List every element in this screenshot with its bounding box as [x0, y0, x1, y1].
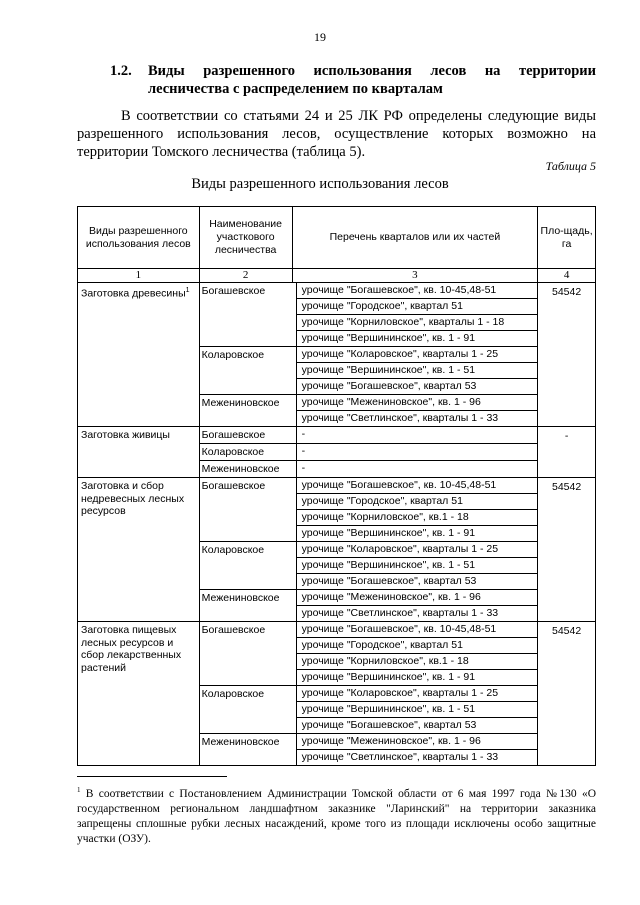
- area-cell: [538, 427, 596, 478]
- heading-line-1: [110, 62, 596, 80]
- section-number: 1.2.: [110, 63, 132, 79]
- quarter-list: [296, 542, 537, 590]
- table-body: [78, 283, 596, 766]
- quarter-item: урочище "Богашевское", квартал 53: [297, 573, 538, 589]
- quarter-list: [296, 444, 537, 461]
- area-cell: [538, 478, 596, 622]
- forestry-group: [200, 461, 538, 478]
- use-kind-label: Заготовка живицы: [81, 429, 170, 441]
- header-quarters: Перечень кварталов или их частей: [292, 207, 538, 269]
- quarter-item: урочище "Вершининское", кв. 1 - 51: [297, 362, 538, 378]
- quarter-item: урочище "Светлинское", кварталы 1 - 33: [297, 749, 538, 765]
- forestry-quarters-cell: [199, 283, 538, 427]
- quarter-list: [296, 461, 537, 478]
- heading-line-2: лесничества с распределением по кварталам: [148, 81, 443, 97]
- quarter-list: [296, 427, 537, 444]
- quarter-list: [296, 734, 537, 766]
- footnote-ref: 1: [185, 287, 190, 294]
- quarter-item: урочище "Вершининское", кв. 1 - 51: [297, 557, 538, 573]
- area-cell: [538, 283, 596, 427]
- use-kind-label: Заготовка древесины: [81, 287, 186, 300]
- quarter-list: [296, 622, 537, 686]
- table-row: [78, 622, 596, 766]
- quarter-item: урочище "Межениновское", кв. 1 - 96: [301, 591, 481, 603]
- area-value: -: [564, 430, 569, 442]
- forestry-subtable: [200, 283, 538, 426]
- intro-paragraph: В соответствии со статьями 24 и 25 ЛК РФ определены следующие виды разрешенного использования лесов, осуществление которых возможно на территории Томского лесничества (таблица 5).: [77, 108, 596, 160]
- quarter-item: урочище "Богашевское", кв. 10-45,48-51: [301, 284, 497, 296]
- use-kind-cell: [78, 622, 200, 766]
- footnote-marker: 1: [77, 786, 81, 794]
- quarter-item: урочище "Городское", квартал 51: [297, 298, 538, 314]
- forestry-group: [200, 686, 538, 734]
- area-value: 54542: [551, 481, 582, 493]
- forestry-group: [200, 590, 538, 622]
- table-row: [78, 283, 596, 427]
- quarter-item: урочище "Корниловское", кв.1 - 18: [297, 653, 538, 669]
- forestry-subtable: [200, 622, 538, 765]
- quarter-item: урочище "Светлинское", кварталы 1 - 33: [297, 410, 538, 426]
- table-row: [78, 427, 596, 478]
- quarter-item: урочище "Городское", квартал 51: [297, 637, 538, 653]
- forestry-quarters-cell: [199, 427, 538, 478]
- quarter-list: [296, 590, 537, 622]
- footnote: [77, 783, 596, 847]
- column-number: 1: [78, 269, 200, 283]
- forestry-name: Межениновское: [200, 461, 297, 478]
- forestry-subtable: [200, 427, 538, 477]
- quarter-item: урочище "Межениновское", кв. 1 - 96: [301, 396, 481, 408]
- quarter-item: урочище "Городское", квартал 51: [297, 493, 538, 509]
- page-number: 19: [314, 30, 326, 44]
- quarter-list: [296, 395, 537, 427]
- forestry-group: [200, 542, 538, 590]
- quarter-item: урочище "Корниловское", кв.1 - 18: [297, 509, 538, 525]
- column-number: 4: [538, 269, 596, 283]
- section-heading: [110, 62, 596, 98]
- quarter-item: урочище "Корниловское", кварталы 1 - 18: [297, 314, 538, 330]
- quarter-list: [296, 686, 537, 734]
- quarter-item: урочище "Богашевское", квартал 53: [297, 378, 538, 394]
- quarter-item: урочище "Богашевское", квартал 53: [297, 717, 538, 733]
- forestry-quarters-cell: [199, 622, 538, 766]
- forestry-name: Коларовское: [200, 347, 297, 395]
- column-number: 3: [292, 269, 538, 283]
- forestry-name: Богашевское: [200, 478, 297, 542]
- heading-text-1: Виды разрешенного использования лесов на территории: [148, 63, 596, 79]
- area-value: 54542: [551, 286, 582, 298]
- use-kind-label: Заготовка пищевых лесных ресурсов и сбор лекарственных растений: [81, 624, 182, 674]
- forestry-subtable: [200, 478, 538, 621]
- column-number: 2: [199, 269, 292, 283]
- footnote-text: В соответствии с Постановлением Администрации Томской области от 6 мая 1997 года №130 «О государственном региональном ландшафтном заказнике "Ларинский" на территории заказника запрещены сплошные рубки лесных насаждений, кроме того из площади исключены особо защитные участки (ОЗУ).: [77, 787, 597, 845]
- table-title: Виды разрешенного использования лесов: [191, 176, 449, 192]
- forestry-name: Богашевское: [200, 283, 297, 347]
- forestry-group: [200, 734, 538, 766]
- quarter-item: урочище "Богашевское", кв. 10-45,48-51: [301, 479, 497, 491]
- forestry-group: [200, 622, 538, 686]
- forestry-name: Межениновское: [200, 590, 297, 622]
- quarter-list: [296, 283, 537, 347]
- header-area: Пло-щадь, га: [538, 207, 596, 269]
- forestry-name: Межениновское: [200, 395, 297, 427]
- area-value: 54542: [551, 625, 582, 637]
- use-kind-label: Заготовка и сбор недревесных лесных ресурсов: [81, 480, 185, 517]
- quarter-item: урочище "Вершининское", кв. 1 - 91: [297, 525, 538, 541]
- quarter-item: урочище "Межениновское", кв. 1 - 96: [301, 735, 481, 747]
- forestry-group: [200, 283, 538, 347]
- quarter-item: урочище "Богашевское", кв. 10-45,48-51: [301, 623, 497, 635]
- forestry-group: [200, 347, 538, 395]
- use-kind-cell: [78, 283, 200, 427]
- forestry-name: Межениновское: [200, 734, 297, 766]
- forestry-group: [200, 478, 538, 542]
- table-caption: Таблица 5: [545, 159, 596, 173]
- use-kind-cell: [78, 427, 200, 478]
- quarter-item: -: [301, 462, 306, 474]
- quarter-item: урочище "Коларовское", кварталы 1 - 25: [301, 348, 499, 360]
- header-forestry: Наименование участкового лесничества: [199, 207, 292, 269]
- forestry-group: [200, 444, 538, 461]
- quarter-item: -: [301, 445, 306, 457]
- quarter-item: урочище "Вершининское", кв. 1 - 91: [297, 330, 538, 346]
- table-row: [78, 478, 596, 622]
- forestry-name: Коларовское: [200, 542, 297, 590]
- forestry-name: Коларовское: [200, 444, 297, 461]
- footnote-divider: [77, 776, 227, 777]
- forest-use-table: [77, 206, 596, 766]
- header-kind: Виды разрешенного использования лесов: [78, 207, 200, 269]
- forestry-group: [200, 427, 538, 444]
- quarter-item: -: [301, 428, 306, 440]
- forestry-name: Коларовское: [200, 686, 297, 734]
- area-cell: [538, 622, 596, 766]
- quarter-item: урочище "Вершининское", кв. 1 - 51: [297, 701, 538, 717]
- quarter-item: урочище "Светлинское", кварталы 1 - 33: [297, 605, 538, 621]
- forestry-quarters-cell: [199, 478, 538, 622]
- quarter-item: урочище "Вершининское", кв. 1 - 91: [297, 669, 538, 685]
- quarter-list: [296, 478, 537, 542]
- forestry-name: Богашевское: [200, 427, 297, 444]
- quarter-list: [296, 347, 537, 395]
- use-kind-cell: [78, 478, 200, 622]
- quarter-item: урочище "Коларовское", кварталы 1 - 25: [301, 687, 499, 699]
- forestry-group: [200, 395, 538, 427]
- quarter-item: урочище "Коларовское", кварталы 1 - 25: [301, 543, 499, 555]
- forestry-name: Богашевское: [200, 622, 297, 686]
